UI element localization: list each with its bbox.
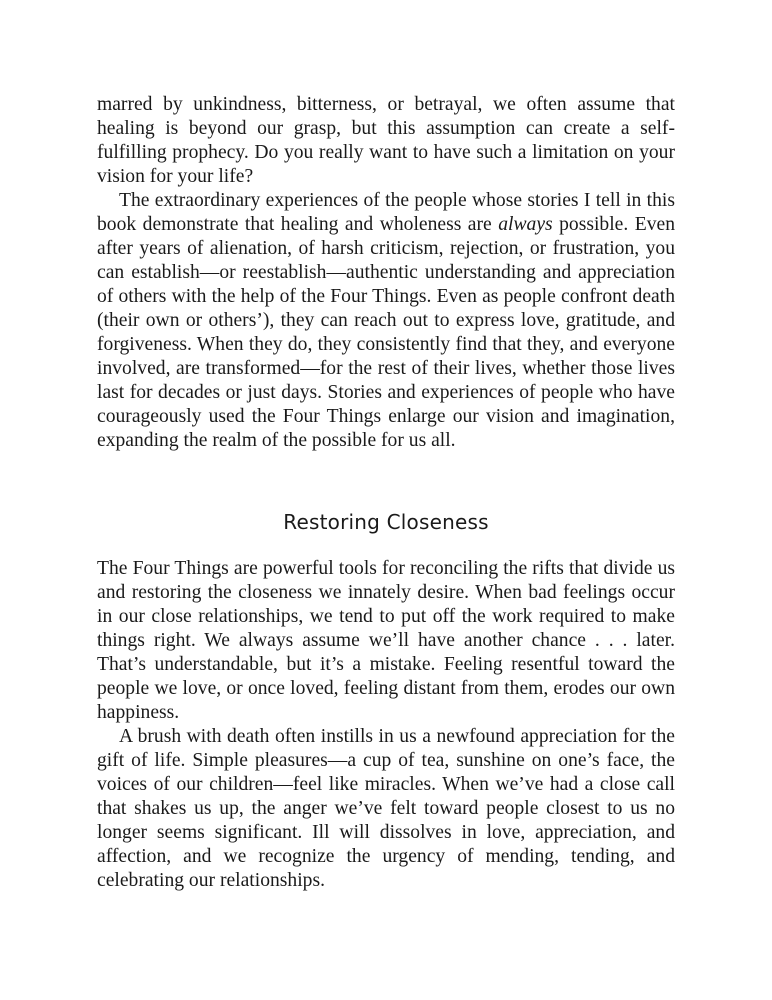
paragraph-text-start: The extraordinary experiences of the people whose stories I tell in this book demonstrate that healing and wholeness are	[97, 190, 675, 235]
paragraph-continuation: marred by unkindness, bitterness, or betrayal, we often assume that healing is beyond our grasp, but this assumption can create a self-fulfilling prophecy. Do you really want to have such a limitation on your vision for your life?	[97, 94, 675, 187]
paragraph-extraordinary-experiences	[97, 189, 675, 453]
paragraph-text-end: possible. Even after years of alienation, of harsh criticism, rejection, or frustration, you can establish—or reestablish—authentic understanding and appreciation of others with the help of the Four Things. Even as people confront death (their own or others’), they can reach out to express love, gratitude, and forgiveness. When they do, they consistently find that they, and everyone involved, are transformed—for the rest of their lives, whether those lives last for decades or just days. Stories and experiences of people who have courageously used the Four Things enlarge our vision and imagination, expanding the realm of the possible for us all.	[97, 214, 676, 451]
section-text-block	[97, 557, 675, 893]
paragraph-brush-with-death: A brush with death often instills in us a newfound appreciation for the gift of life. Simple pleasures—a cup of tea, sunshine on one’s face, the voices of our children—feel like miracles. When we’ve had a close call that shakes us up, the anger we’ve felt toward people closest to us no longer seems significant. Ill will dissolves in love, appreciation, and affection, and we recognize the urgency of mending, tending, and celebrating our relationships.	[97, 726, 675, 891]
emphasized-word: always	[498, 214, 553, 235]
paragraph-four-things-tools: The Four Things are powerful tools for reconciling the rifts that divide us and restoring the closeness we innately desire. When bad feelings occur in our close relationships, we tend to put off the work required to make things right. We always assume we’ll have another chance . . . later. That’s understandable, but it’s a mistake. Feeling resentful toward the people we love, or once loved, feeling distant from them, erodes our own happiness.	[97, 558, 675, 723]
top-text-block	[97, 93, 675, 453]
section-heading: Restoring Closeness	[283, 510, 489, 534]
